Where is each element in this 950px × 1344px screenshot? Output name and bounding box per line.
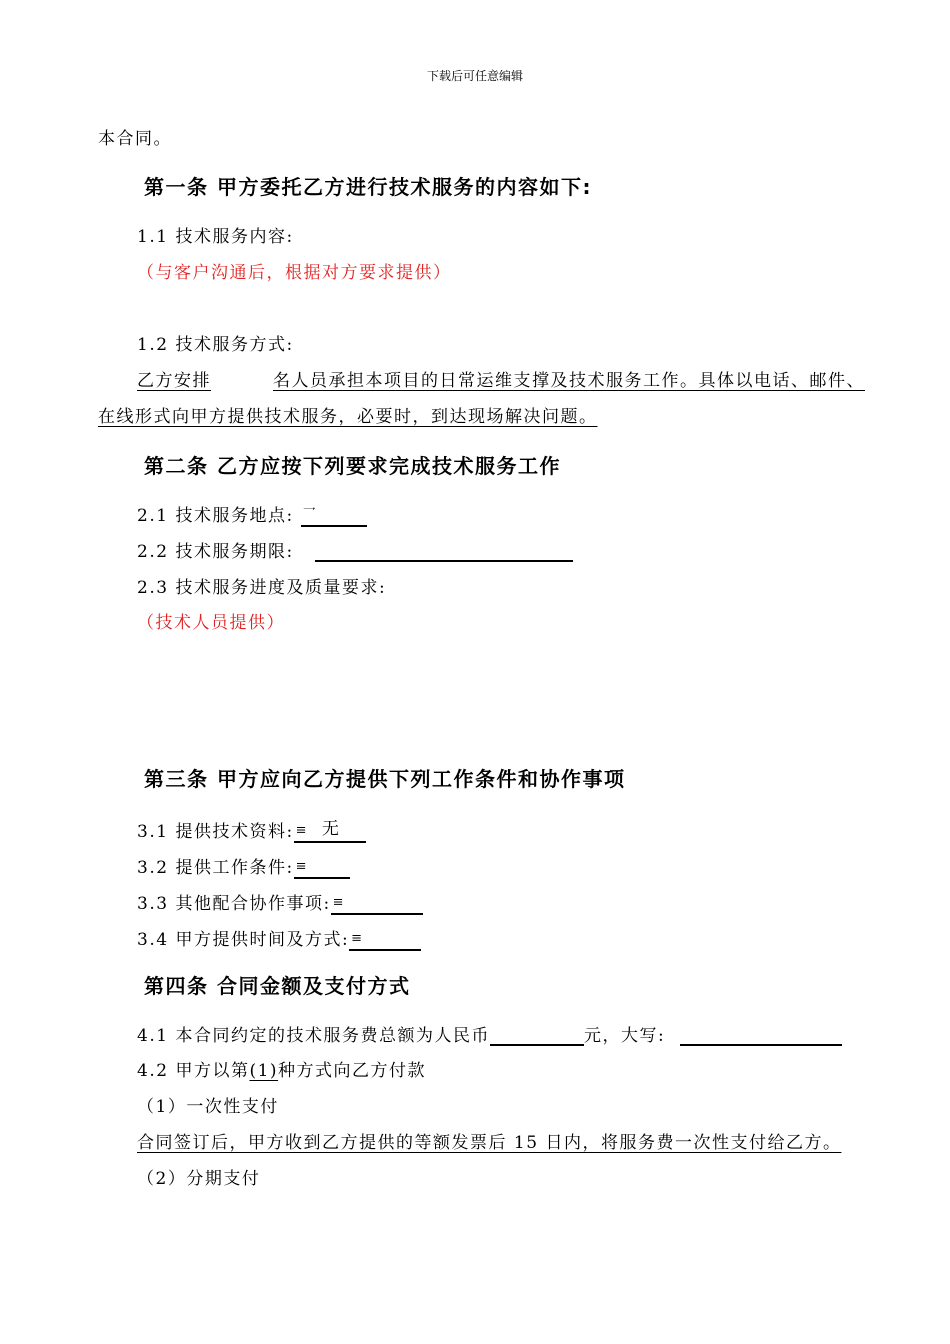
payment-option-1: （1）一次性支付 (137, 1097, 279, 1117)
work-conditions-mark: ≡ (295, 859, 309, 874)
section-3-1-label: 3.1 提供技术资料: (137, 822, 294, 842)
intro-text: 本合同。 (98, 129, 172, 149)
section-2-2 (137, 541, 573, 563)
section-3-3 (137, 891, 423, 915)
section-3-3-label: 3.3 其他配合协作事项: (137, 894, 331, 914)
tech-materials-value: 无 (321, 819, 341, 839)
tech-materials-mark: ≡ (295, 823, 309, 838)
article-1-title: 第一条 甲方委托乙方进行技术服务的内容如下: (144, 175, 592, 199)
service-location-field[interactable] (301, 505, 367, 527)
article-3-title: 第三条 甲方应向乙方提供下列工作条件和协作事项 (144, 767, 626, 791)
section-1-1-note: （与客户沟通后，根据对方要求提供） (137, 263, 452, 283)
section-1-1-label: 1.1 技术服务内容: (137, 227, 294, 247)
section-3-4 (137, 927, 421, 951)
section-4-1-text-a: 4.1 本合同约定的技术服务费总额为人民币 (137, 1026, 490, 1046)
fee-amount-field[interactable] (490, 1026, 584, 1046)
staff-count-blank (211, 370, 273, 392)
provide-time-field[interactable] (349, 927, 421, 951)
section-3-1 (137, 819, 366, 843)
payment-option-2: （2）分期支付 (137, 1169, 261, 1189)
section-2-2-label: 2.2 技术服务期限: (137, 542, 294, 562)
section-4-2 (137, 1060, 426, 1082)
service-period-field[interactable] (315, 542, 573, 562)
section-2-3-note: （技术人员提供） (137, 613, 285, 633)
section-2-3-label: 2.3 技术服务进度及质量要求: (137, 578, 387, 598)
page-header: 下载后可任意编辑 (426, 69, 523, 83)
article-4-title: 第四条 合同金额及支付方式 (144, 974, 411, 998)
section-3-4-label: 3.4 甲方提供时间及方式: (137, 930, 350, 950)
other-cooperation-mark: ≡ (332, 895, 346, 910)
tech-materials-field[interactable] (294, 819, 366, 843)
section-1-2-line-1-b: 名人员承担本项目的日常运维支撑及技术服务工作。具体以电话、邮件、 (273, 371, 865, 391)
fee-amount-words-field[interactable] (680, 1026, 842, 1046)
other-cooperation-field[interactable] (331, 891, 423, 915)
section-1-2-line-1-a: 乙方安排 (137, 371, 211, 391)
section-4-1-text-b: 元，大写: (583, 1026, 666, 1046)
section-2-1-label: 2.1 技术服务地点: (137, 506, 294, 526)
section-3-2-label: 3.2 提供工作条件: (137, 858, 294, 878)
section-3-2 (137, 855, 350, 879)
payment-option-1-description: 合同签订后，甲方收到乙方提供的等额发票后 15 日内，将服务费一次性支付给乙方。 (137, 1133, 842, 1153)
service-location-mark: 乛 (302, 507, 318, 522)
article-2-title: 第二条 乙方应按下列要求完成技术服务工作 (144, 454, 561, 478)
section-4-2-text-a: 4.2 甲方以第 (137, 1061, 250, 1081)
section-4-1 (137, 1025, 842, 1047)
provide-time-mark: ≡ (351, 931, 364, 946)
payment-method-choice[interactable]: (1) (249, 1061, 279, 1081)
section-1-2-line-2: 在线形式向甲方提供技术服务，必要时，到达现场解决问题。 (98, 407, 598, 427)
section-1-2-label: 1.2 技术服务方式: (137, 335, 294, 355)
section-2-1 (137, 505, 367, 527)
section-1-2-line-1 (137, 370, 865, 392)
work-conditions-field[interactable] (294, 855, 350, 879)
section-4-2-text-b: 种方式向乙方付款 (278, 1061, 427, 1081)
